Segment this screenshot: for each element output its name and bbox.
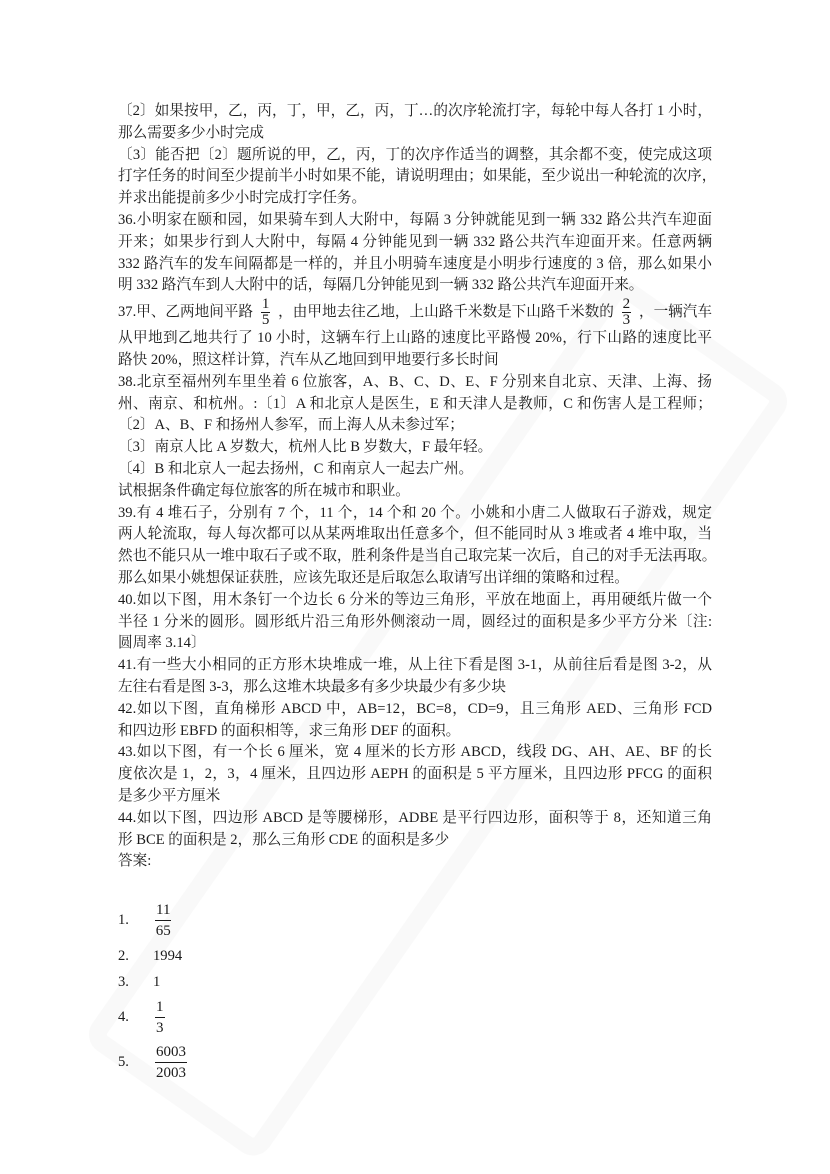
- text-line: 40.如以下图，用木条钉一个边长 6 分米的等边三角形，平放在地面上，再用硬纸片做一个: [118, 591, 712, 608]
- fraction-numerator: 2: [622, 296, 631, 313]
- text-line: 43.如以下图，有一个长 6 厘米，宽 4 厘米的长方形 ABCD，线段 DG、AH、AE、BF 的长: [118, 744, 712, 761]
- fraction-numerator: 11: [155, 900, 171, 921]
- fraction: [155, 1042, 187, 1083]
- fraction-denominator: 3: [622, 312, 631, 329]
- text-line: 〔2〕A、B、F 和扬州人参军，而上海人从未参过军；: [118, 417, 464, 434]
- text-line: 是多少平方厘米: [118, 787, 221, 804]
- fraction: [261, 297, 271, 328]
- fraction-denominator: 2003: [156, 1065, 186, 1081]
- text-line: 38.北京至福州列车里坐着 6 位旅客，A、B、C、D、E、F 分别来自北京、天津、上海、扬: [118, 373, 712, 390]
- text-line: 44.如以下图，四边形 ABCD 是等腰梯形，ADBE 是平行四边形，面积等于 8，还知道三角: [118, 809, 712, 826]
- text-line: 42.如以下图，直角梯形 ABCD 中，AB=12，BC=8，CD=9，且三角形 AED、三角形 FCD: [118, 700, 712, 717]
- answer-item: [118, 971, 189, 993]
- text-line: [118, 297, 712, 328]
- text-line: 半径 1 分米的圆形。圆形纸片沿三角形外侧滚动一周，圆经过的面积是多少平方分米〔注:: [118, 613, 712, 630]
- answer-index: 1.: [118, 912, 129, 928]
- fraction: [155, 997, 165, 1038]
- text-segment: ，一辆汽车: [638, 304, 712, 321]
- text-segment: 37.甲、乙两地间平路: [118, 304, 253, 321]
- answer-item: [118, 997, 189, 1038]
- text-line: 和四边形 EBFD 的面积相等，求三角形 DEF 的面积。: [118, 722, 461, 739]
- text-line: 36.小明家在颐和园，如果骑车到人大附中，每隔 3 分钟就能见到一辆 332 路公共汽车迎面: [118, 211, 712, 228]
- text-line: 打字任务的时间至少提前半小时如果不能，请说明理由；如果能，至少说出一种轮流的次序，: [118, 168, 717, 185]
- answer-list: [118, 900, 189, 1087]
- answer-item: [118, 1042, 189, 1083]
- text-line: 41.有一些大小相同的正方形木块堆成一堆，从上往下看是图 3-1，从前往后看是图 3-2，从: [118, 657, 712, 674]
- answer-value: 1994: [153, 947, 183, 964]
- text-line: 〔3〕能否把〔2〕题所说的甲，乙，丙，丁的次序作适当的调整，其余都不变，使完成这项: [118, 146, 712, 163]
- text-segment: ，由甲地去往乙地，上山路千米数是下山路千米数的: [278, 304, 614, 321]
- fraction-denominator: 3: [156, 1020, 164, 1036]
- text-line: 试根据条件确定每位旅客的所在城市和职业。: [118, 482, 410, 499]
- text-line: 两人轮流取，每人每次都可以从某两堆取出任意多个，但不能同时从 3 堆或者 4 堆中取，当: [118, 526, 712, 543]
- text-line: 明 332 路汽车到人大附中的话，每隔几分钟能见到一辆 332 路公共汽车迎面开来。: [118, 277, 644, 294]
- text-line: 形 BCE 的面积是 2，那么三角形 CDE 的面积是多少: [118, 831, 450, 848]
- text-line: 然也不能只从一堆中取石子或不取，胜利条件是当自己取完某一次后，自己的对手无法再取。: [118, 548, 717, 565]
- fraction-denominator: 65: [155, 923, 171, 939]
- text-line: 左往右看是图 3-3，那么这堆木块最多有多少块最少有多少块: [118, 678, 506, 695]
- text-line: 并求出能提前多少小时完成打字任务。: [118, 190, 367, 207]
- text-line: 从甲地到乙地共行了 10 小时，这辆车行上山路的速度比平路慢 20%，行下山路的速度比平: [118, 330, 712, 347]
- text-line: 那么需要多少小时完成: [118, 124, 264, 141]
- text-line: 开来；如果步行到人大附中，每隔 4 分钟能见到一辆 332 路公共汽车迎面开来。任意两辆: [118, 233, 712, 250]
- text-line: 路快 20%，照这样计算，汽车从乙地回到甲地要行多长时间: [118, 351, 499, 368]
- answer-index: 5.: [118, 1054, 129, 1070]
- text-line: 那么如果小姚想保证获胜，应该先取还是后取怎么取请写出详细的策略和过程。: [118, 569, 629, 586]
- fraction: [155, 900, 171, 941]
- text-line: 答案:: [118, 853, 152, 870]
- answer-item: [118, 945, 189, 967]
- answer-index: 3.: [118, 973, 129, 990]
- fraction: [622, 297, 632, 328]
- answer-value: 1: [153, 973, 161, 990]
- text-line: 39.有 4 堆石子，分别有 7 个，11 个，14 个和 20 个。小姚和小唐二人做取石子游戏，规定: [118, 504, 712, 521]
- fraction-numerator: 6003: [155, 1042, 187, 1063]
- fraction-denominator: 5: [261, 312, 270, 329]
- text-line: 〔2〕如果按甲，乙，丙，丁，甲，乙，丙，丁…的次序轮流打字，每轮中每人各打 1 小时，: [118, 103, 712, 119]
- answer-index: 2.: [118, 947, 129, 964]
- text-line: 〔4〕B 和北京人一起去扬州，C 和南京人一起去广州。: [118, 460, 474, 477]
- text-line: 州、南京、和杭州。:〔1〕A 和北京人是医生，E 和天津人是教师，C 和伤害人是工程师；: [118, 395, 712, 412]
- answer-index: 4.: [118, 1009, 129, 1025]
- text-line: 圆周率 3.14〕: [118, 635, 206, 652]
- fraction-numerator: 1: [261, 296, 270, 313]
- fraction-numerator: 1: [155, 997, 165, 1018]
- text-line: 度依次是 1，2，3，4 厘米，且四边形 AEPH 的面积是 5 平方厘米，且四边形 PFCG 的面积: [118, 766, 712, 783]
- document-body: [118, 101, 717, 873]
- text-line: 332 路汽车的发车间隔都是一样的，并且小明骑车速度是小明步行速度的 3 倍，那么如果小: [118, 255, 712, 272]
- answer-item: [118, 900, 189, 941]
- text-line: 〔3〕南京人比 A 岁数大，杭州人比 B 岁数大，F 最年轻。: [118, 439, 493, 456]
